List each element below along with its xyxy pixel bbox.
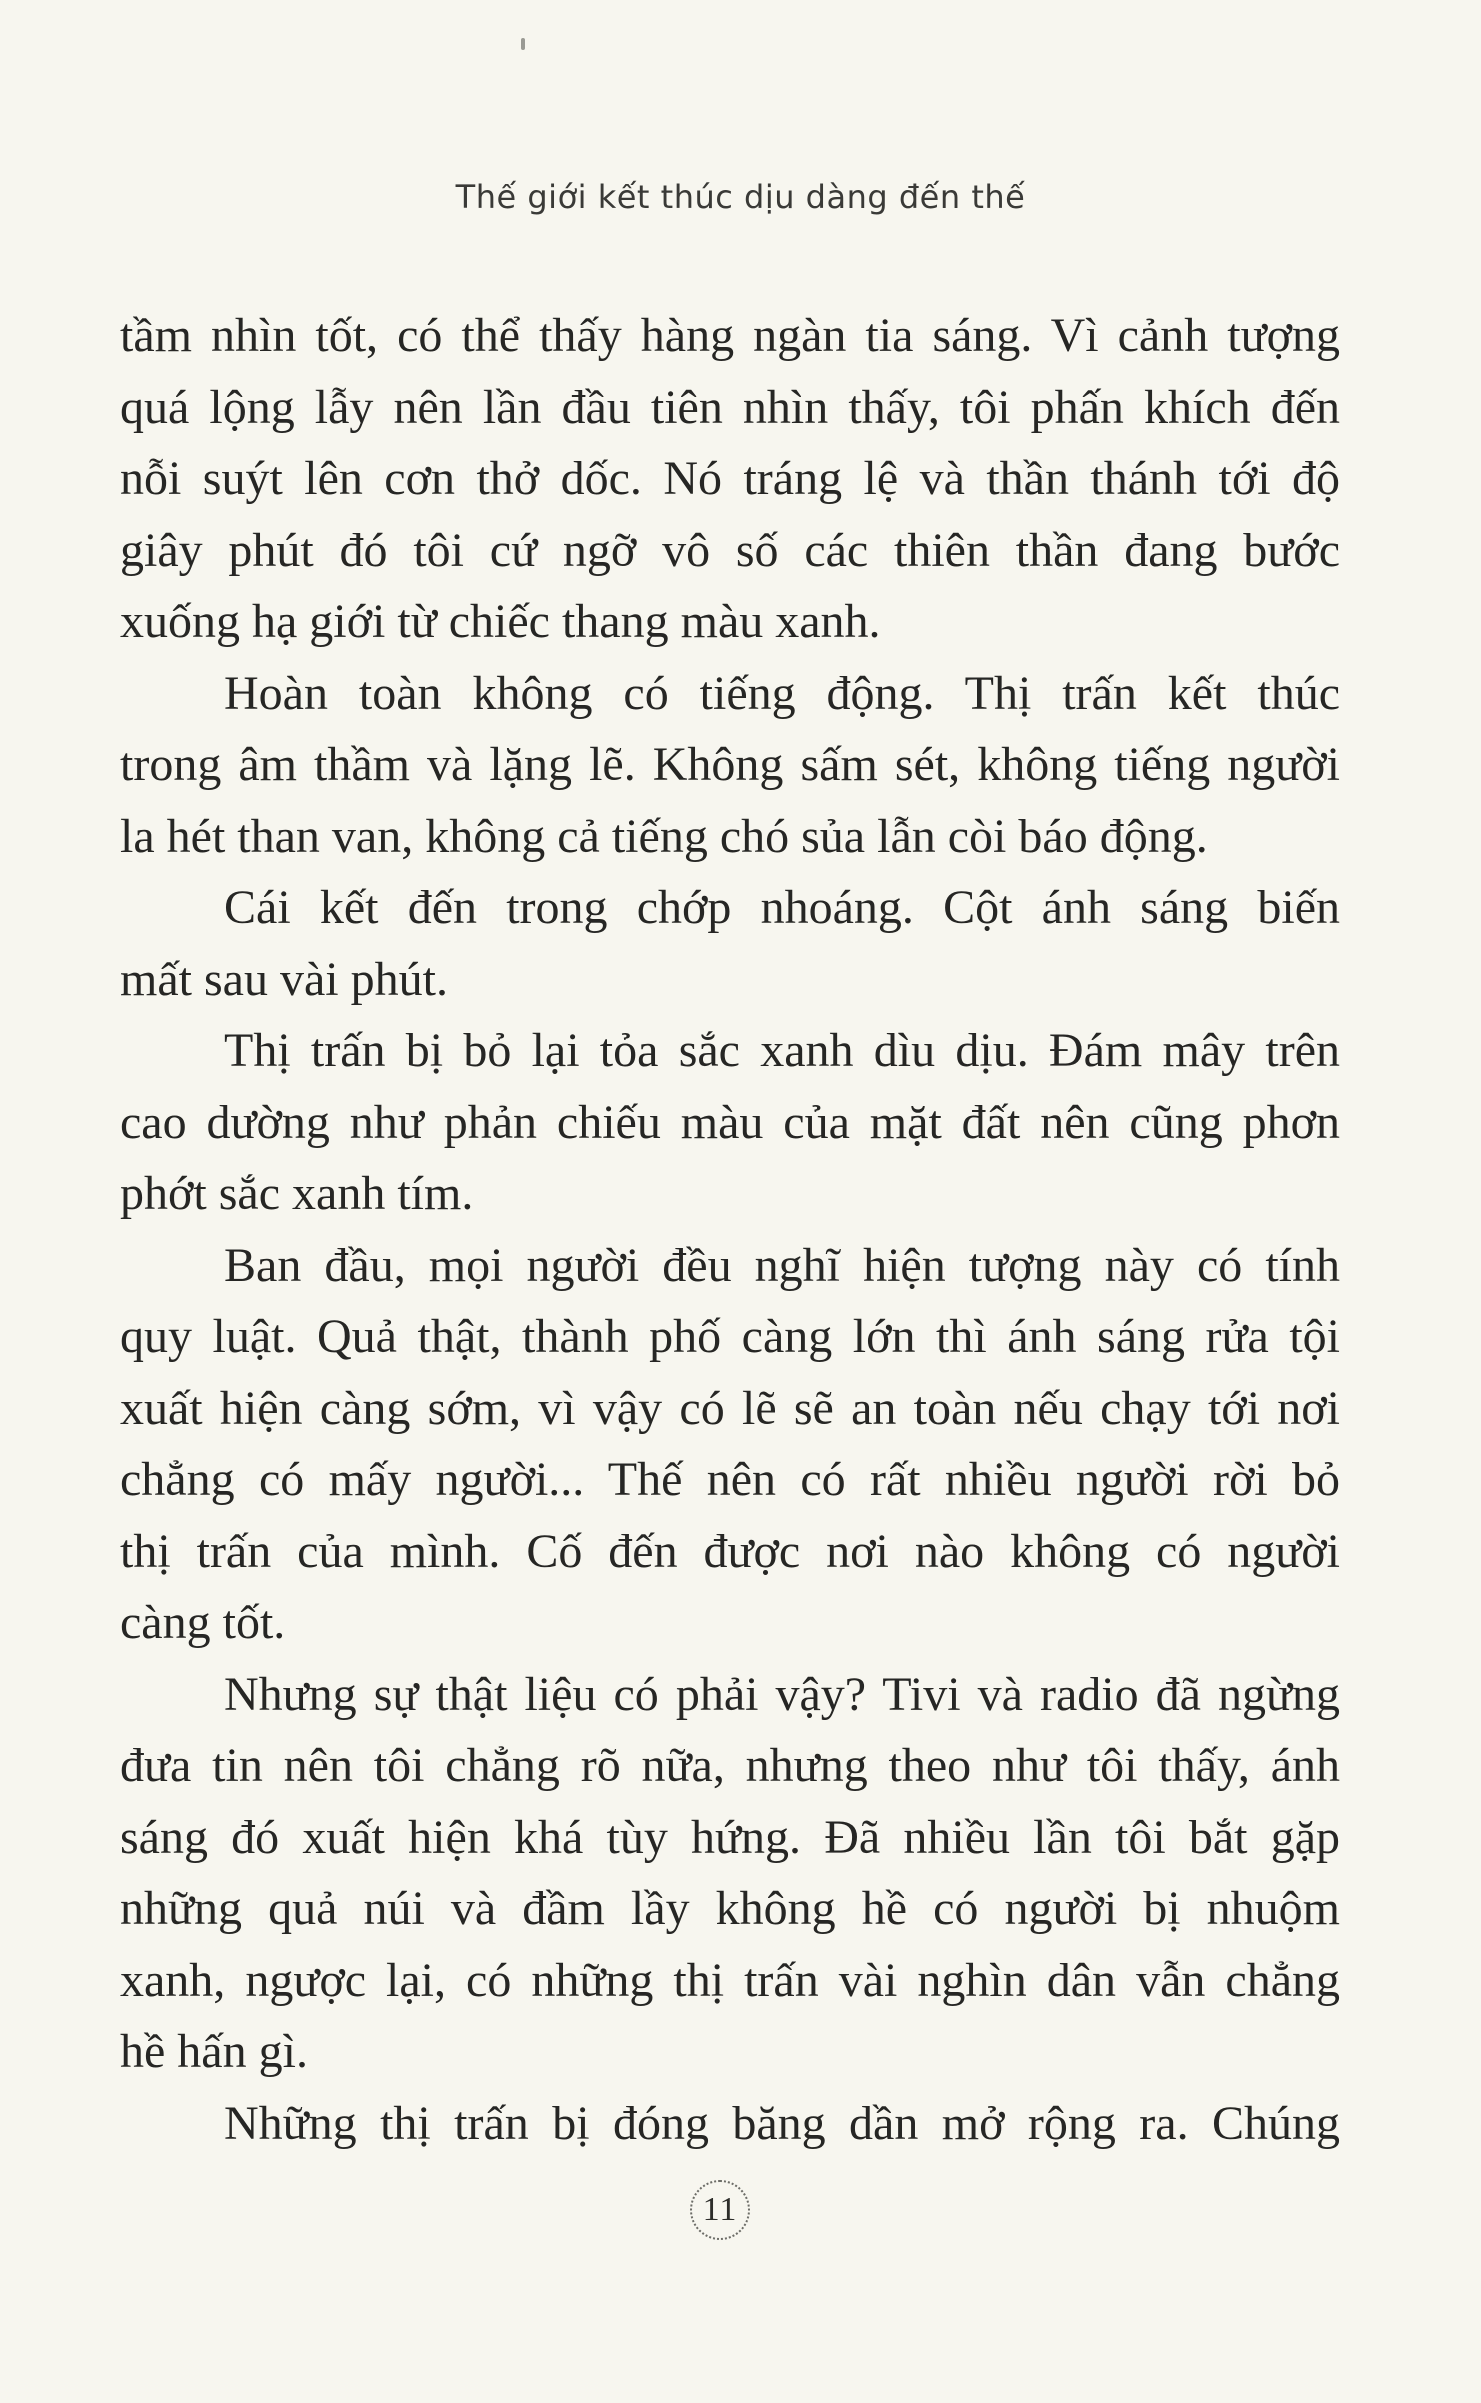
page-number-badge (690, 2180, 750, 2240)
text-line: những quả núi và đầm lầy không hề có người bị nhuộm (120, 1882, 1340, 1935)
text-line: la hét than van, không cả tiếng chó sủa lẫn còi báo động. (120, 809, 1208, 863)
text-line: càng tốt. (120, 1596, 286, 1649)
text-line: quá lộng lẫy nên lần đầu tiên nhìn thấy, tôi phấn khích đến (120, 380, 1340, 434)
paragraph-first-line: Ban đầu, mọi người đều nghĩ hiện tượng này có tính (224, 1238, 1340, 1292)
text-line: tầm nhìn tốt, có thể thấy hàng ngàn tia sáng. Vì cảnh tượng (120, 309, 1340, 362)
paragraph-first-line: Cái kết đến trong chớp nhoáng. Cột ánh sáng biến (224, 881, 1340, 934)
paragraph-first-line: Thị trấn bị bỏ lại tỏa sắc xanh dìu dịu. Đám mây trên (224, 1024, 1340, 1077)
running-header: Thế giới kết thúc dịu dàng đến thế (455, 178, 1026, 216)
paragraph-first-line: Những thị trấn bị đóng băng dần mở rộng ra. Chúng (224, 2096, 1340, 2150)
text-line: chẳng có mấy người... Thế nên có rất nhiều người rời bỏ (120, 1453, 1340, 1506)
text-line: thị trấn của mình. Cố đến được nơi nào không có người (120, 1524, 1340, 1578)
text-line: nỗi suýt lên cơn thở dốc. Nó tráng lệ và thần thánh tới độ (120, 452, 1340, 505)
page-number: 11 (702, 2191, 738, 2228)
text-line: sáng đó xuất hiện khá tùy hứng. Đã nhiều lần tôi bắt gặp (120, 1810, 1340, 1864)
text-line: trong âm thầm và lặng lẽ. Không sấm sét, không tiếng người (120, 738, 1340, 791)
text-line: phớt sắc xanh tím. (120, 1167, 474, 1220)
text-line: hề hấn gì. (120, 2025, 308, 2078)
paragraph-first-line: Hoàn toàn không có tiếng động. Thị trấn kết thúc (224, 666, 1340, 720)
paragraph-first-line: Nhưng sự thật liệu có phải vậy? Tivi và radio đã ngừng (224, 1667, 1340, 1721)
text-line: cao dường như phản chiếu màu của mặt đất nên cũng phơn (120, 1095, 1340, 1149)
text-line: quy luật. Quả thật, thành phố càng lớn thì ánh sáng rửa tội (120, 1310, 1340, 1363)
text-line: xuất hiện càng sớm, vì vậy có lẽ sẽ an toàn nếu chạy tới nơi (120, 1381, 1340, 1435)
text-line: đưa tin nên tôi chẳng rõ nữa, nhưng theo như tôi thấy, ánh (120, 1739, 1340, 1792)
text-line: xuống hạ giới từ chiếc thang màu xanh. (120, 595, 881, 648)
body-text (120, 300, 1340, 2159)
text-line: giây phút đó tôi cứ ngỡ vô số các thiên thần đang bước (120, 523, 1340, 577)
text-line: xanh, ngược lại, có những thị trấn vài nghìn dân vẫn chẳng (120, 1953, 1340, 2007)
print-speck (521, 38, 525, 50)
text-line: mất sau vài phút. (120, 952, 448, 1006)
